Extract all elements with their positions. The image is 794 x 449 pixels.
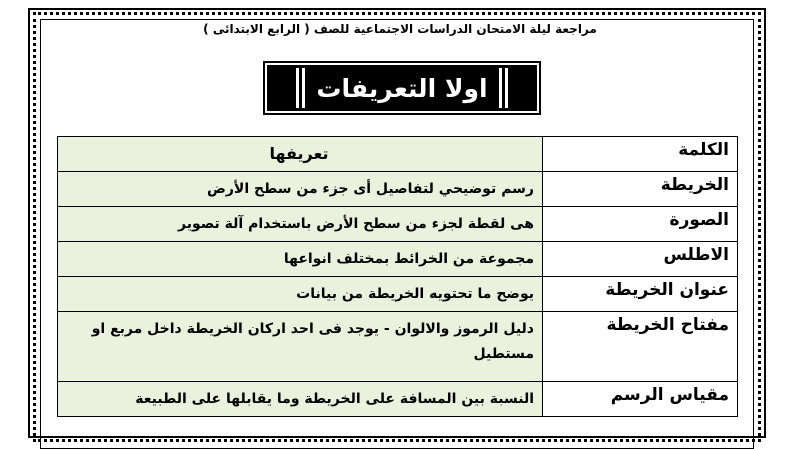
title-bar-decoration: [505, 68, 508, 108]
term-cell: مقياس الرسم: [543, 382, 738, 417]
page-header: مراجعة ليلة الامتحان الدراسات الاجتماعية للصف ( الرابع الابتدائى ): [203, 22, 597, 36]
title-bar-decoration: [302, 68, 305, 108]
table-row: [58, 382, 738, 417]
section-title-box: [263, 61, 541, 115]
definition-cell: دليل الرموز والالوان - يوجد فى احد اركان الخريطة داخل مربع او مستطيل: [58, 312, 543, 382]
table-row: [58, 172, 738, 207]
table-row: [58, 277, 738, 312]
table-header-row: [58, 137, 738, 172]
title-bar-decoration: [499, 68, 502, 108]
definitions-table: [57, 136, 738, 417]
term-column-header: الكلمة: [543, 137, 738, 172]
table-row: [58, 242, 738, 277]
definition-cell: مجموعة من الخرائط بمختلف انواعها: [58, 242, 543, 277]
term-cell: الاطلس: [543, 242, 738, 277]
table-row: [58, 312, 738, 382]
section-title: اولا التعريفات: [316, 73, 488, 103]
term-cell: عنوان الخريطة: [543, 277, 738, 312]
definition-cell: يوضح ما تحتويه الخريطة من بيانات: [58, 277, 543, 312]
term-cell: مفتاح الخريطة: [543, 312, 738, 382]
definition-cell: رسم توضيحي لتفاصيل أى جزء من سطح الأرض: [58, 172, 543, 207]
definition-column-header: تعريفها: [58, 137, 543, 172]
definition-cell: هى لقطة لجزء من سطح الأرض باستخدام آلة تصوير: [58, 207, 543, 242]
table-row: [58, 207, 738, 242]
title-bar-decoration: [296, 68, 299, 108]
term-cell: الخريطة: [543, 172, 738, 207]
term-cell: الصورة: [543, 207, 738, 242]
definition-cell: النسبة بين المسافة على الخريطة وما يقابلها على الطبيعة: [58, 382, 543, 417]
